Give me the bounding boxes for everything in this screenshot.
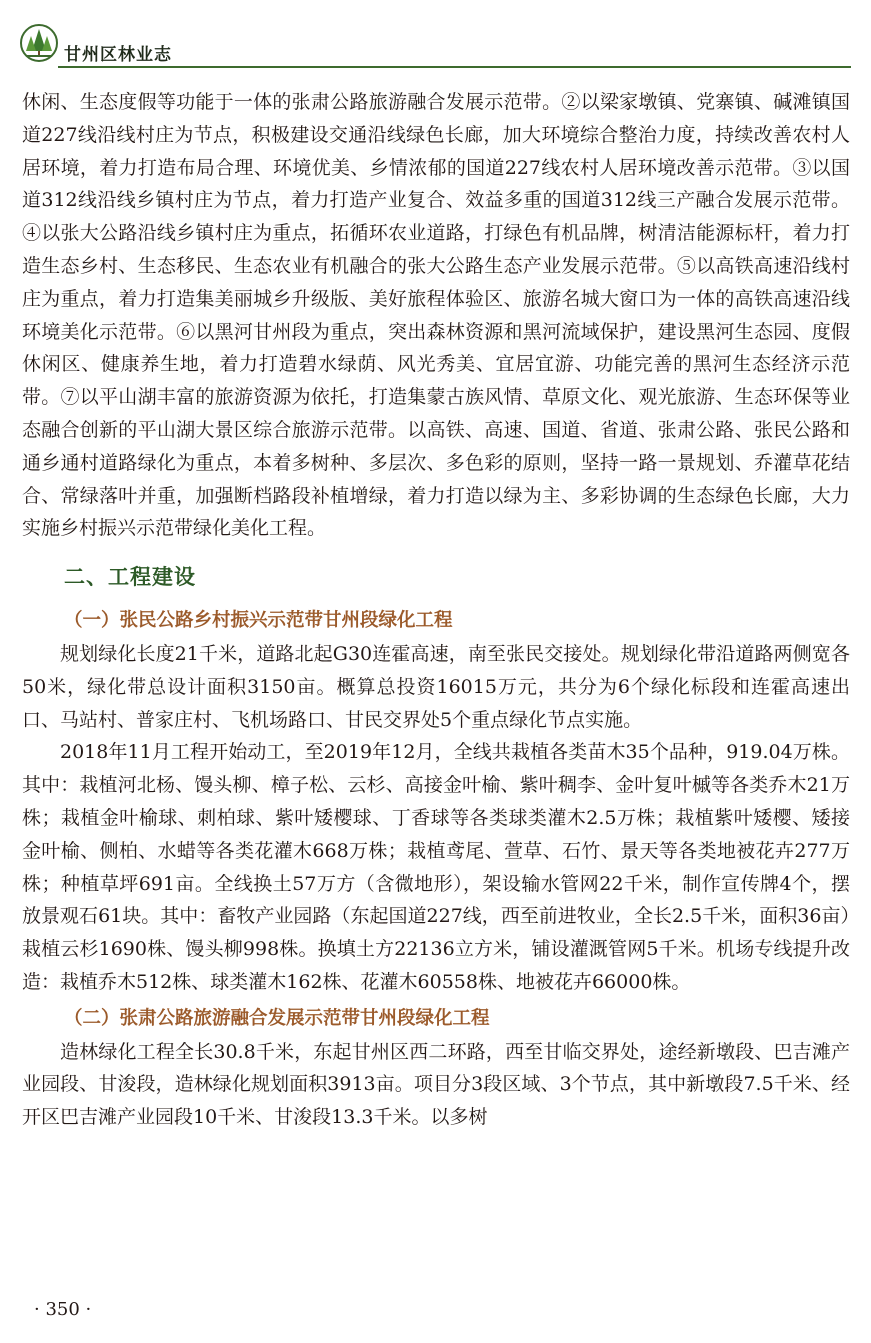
paragraph-continued: 休闲、生态度假等功能于一体的张肃公路旅游融合发展示范带。②以梁家墩镇、党寨镇、碱滩镇国道227线沿线村庄为节点，积极建设交通沿线绿色长廊，加大环境综合整治力度，持续改善农村人居环境，着力打造布局合理、环境优美、乡情浓郁的国道227线农村人居环境改善示范带。③以国道312线沿线乡镇村庄为节点，着力打造产业复合、效益多重的国道312线三产融合发展示范带。④以张大公路沿线乡镇村庄为重点，拓循环农业道路，打绿色有机品牌，树清洁能源标杆，着力打造生态乡村、生态移民、生态农业有机融合的张大公路生态产业发展示范带。⑤以高铁高速沿线村庄为重点，着力打造集美丽城乡升级版、美好旅程体验区、旅游名城大窗口为一体的高铁高速沿线环境美化示范带。⑥以黑河甘州段为重点，突出森林资源和黑河流域保护，建设黑河生态园、度假休闲区、健康养生地，着力打造碧水绿荫、风光秀美、宜居宜游、功能完善的黑河生态经济示范带。⑦以平山湖丰富的旅游资源为依托，打造集蒙古族风情、草原文化、观光旅游、生态环保等业态融合创新的平山湖大景区综合旅游示范带。以高铁、高速、国道、省道、张肃公路、张民公路和通乡通村道路绿化为重点，本着多树种、多层次、多色彩的原则，坚持一路一景规划、乔灌草花结合、常绿落叶并重，加强断档路段补植增绿，着力打造以绿为主、多彩协调的生态绿色长廊，大力实施乡村振兴示范带绿化美化工程。 (22, 91, 850, 540)
page-number: · 350 · (34, 1299, 92, 1320)
paragraph-construction: 2018年11月工程开始动工，至2019年12月，全线共栽植各类苗木35个品种，919.04万株。其中：栽植河北杨、馒头柳、樟子松、云杉、高接金叶榆、紫叶稠李、金叶复叶槭等各类乔木21万株；栽植金叶榆球、刺柏球、紫叶矮樱球、丁香球等各类球类灌木2.5万株；栽植紫叶矮樱、矮接金叶榆、侧柏、水蜡等各类花灌木668万株；栽植鸢尾、萱草、石竹、景天等各类地被花卉277万株；种植草坪691亩。全线换土57万方（含微地形），架设输水管网22千米，制作宣传牌4个，摆放景观石61块。其中：畜牧产业园路（东起国道227线，西至前进牧业，全长2.5千米，面积36亩）栽植云杉1690株、馒头柳998株。换填土方22136立方米，铺设灌溉管网5千米。机场专线提升改造：栽植乔木512株、球类灌木162株、花灌木60558株、地被花卉66000株。 (22, 741, 850, 993)
page-body (22, 86, 850, 1134)
tree-logo-icon (20, 24, 58, 62)
subsection-heading-1: （一）张民公路乡村振兴示范带甘州段绿化工程 (64, 610, 453, 632)
book-title: 甘州区林业志 (64, 45, 172, 65)
paragraph-afforestation: 造林绿化工程全长30.8千米，东起甘州区西二环路，西至甘临交界处，途经新墩段、巴吉滩产业园段、甘浚段，造林绿化规划面积3913亩。项目分3段区域、3个节点，其中新墩段7.5千米、经开区巴吉滩产业园段10千米、甘浚段13.3千米。以多树 (22, 1040, 850, 1129)
page-header (20, 24, 851, 68)
subsection-heading-2: （二）张肃公路旅游融合发展示范带甘州段绿化工程 (64, 1007, 490, 1029)
header-divider (58, 66, 851, 68)
paragraph-planning: 规划绿化长度21千米，道路北起G30连霍高速，南至张民交接处。规划绿化带沿道路两侧宽各50米，绿化带总设计面积3150亩。概算总投资16015万元，共分为6个绿化标段和连霍高速出口、马站村、普家庄村、飞机场路口、甘民交界处5个重点绿化节点实施。 (22, 642, 850, 731)
section-heading: 二、工程建设 (64, 565, 196, 590)
